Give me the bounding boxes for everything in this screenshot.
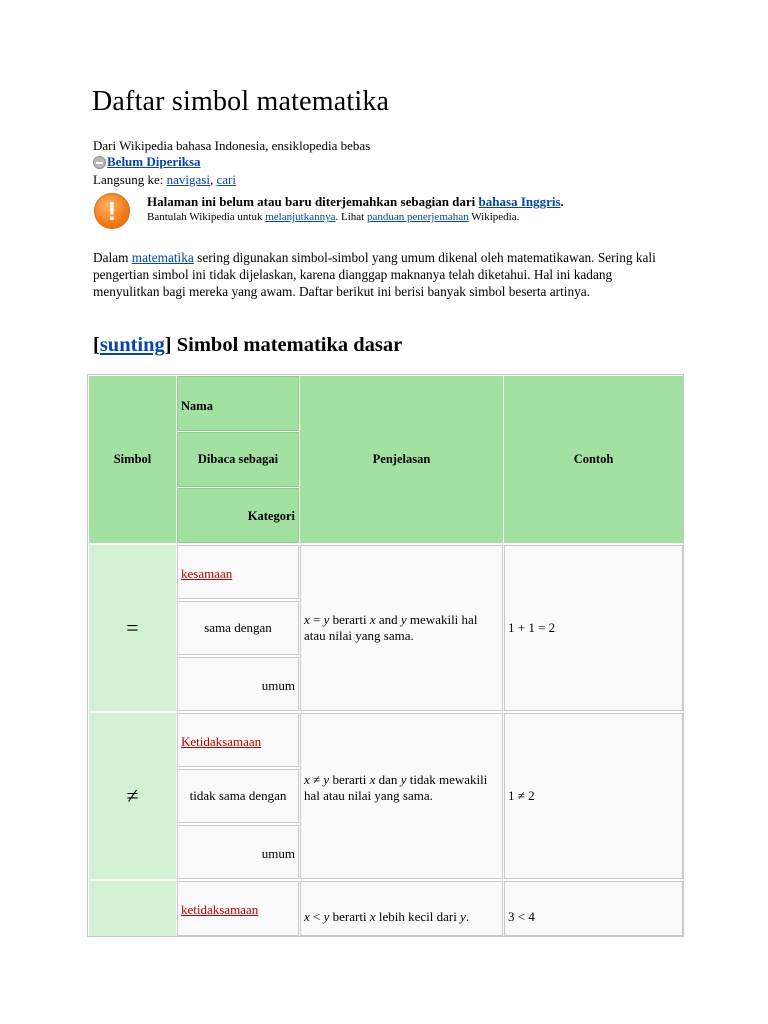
notice-sub-end: Wikipedia. [471,211,520,223]
name-cell [177,545,299,599]
read-as-cell: sama dengan [177,601,299,655]
explanation-text: berarti [329,909,370,924]
symbol-cell: = [89,545,176,711]
explanation-cell [300,881,503,936]
notice-sub-mid: . Lihat [335,211,365,223]
explanation-text: mewakili hal atau nilai yang sama. [304,612,478,643]
operator: < [309,909,324,924]
explanation-cell [300,545,503,711]
continue-translation-link[interactable]: melanjutkannya [265,211,336,223]
var-x: x [304,909,310,924]
source-line: Dari Wikipedia bahasa Indonesia, ensiklopedia bebas [93,138,371,153]
var-x: x [369,612,376,627]
var-y: y [323,612,330,627]
review-status [93,153,201,171]
header-read-as: Dibaca sebagai [177,432,299,487]
translation-guide-link[interactable]: panduan penerjemahan [366,211,469,223]
explanation-text: tidak mewakili hal atau nilai yang sama. [304,772,488,803]
explanation-text: berarti [329,772,370,787]
explanation-text: lebih kecil dari [375,909,461,924]
edit-section-link[interactable]: sunting [99,334,165,356]
jump-links [93,172,236,188]
example-cell: 1 + 1 = 2 [504,545,683,711]
category-cell: umum [177,825,299,879]
header-example: Contoh [504,376,683,543]
symbols-table [87,374,684,937]
notice-text: Halaman ini belum atau baru diterjemahkan sebagian dari [147,194,476,209]
var-x: x [304,772,310,787]
jump-search-link[interactable]: cari [216,172,236,187]
section-title: Simbol matematika dasar [176,334,403,356]
mathematics-link[interactable]: matematika [131,250,194,265]
warning-icon: ! [94,193,130,229]
explanation-text: and [375,612,401,627]
var-y: y [323,909,330,924]
english-link[interactable]: bahasa Inggris [478,194,561,209]
jump-separator: , [209,172,214,187]
var-y: y [460,909,466,924]
review-status-link[interactable]: Belum Diperiksa [107,154,201,169]
explanation-text: dan [375,772,401,787]
edit-bracket-close: ] [164,334,172,356]
category-cell: umum [177,657,299,711]
operator: ≠ [309,772,324,787]
unreviewed-icon [93,156,106,169]
explanation-text: . [465,909,470,924]
jump-navigation-link[interactable]: navigasi [166,172,210,187]
operator: = [309,612,324,627]
explanation-cell [300,713,503,879]
section-heading [93,334,402,357]
example-cell: 3 < 4 [504,881,683,936]
read-as-cell: tidak sama dengan [177,769,299,823]
intro-pre: Dalam [93,250,129,265]
symbol-cell [89,881,176,936]
intro-text: sering digunakan simbol-simbol yang umum dikenal oleh matematikawan. Sering kali pengertian simbol ini tidak dijelaskan, karena dianggap maknanya telah diketahui. Hal ini kadang menyulitkan bagi mereka yang awam. Daftar berikut ini berisi banyak simbol beserta artinya. [93,250,656,299]
explanation-text: berarti [329,612,370,627]
notice-end: . [560,194,564,209]
jump-label: Langsung ke: [93,172,164,187]
notice-sub-pre: Bantulah Wikipedia untuk [147,211,263,223]
page-title: Daftar simbol matematika [92,86,390,117]
name-cell [177,713,299,767]
name-cell [177,881,299,936]
translation-notice [147,194,564,210]
var-y: y [400,772,407,787]
header-name: Nama [177,376,299,431]
header-symbol: Simbol [89,376,176,543]
symbol-cell: ≠ [89,713,176,879]
symbol-name-link[interactable]: Ketidaksamaan [181,734,262,749]
notice-subtext [147,211,519,223]
symbol-name-link[interactable]: kesamaan [181,566,233,581]
edit-bracket-open: [ [93,334,100,356]
var-x: x [304,612,310,627]
symbol-name-link[interactable]: ketidaksamaan [181,902,259,917]
header-category: Kategori [177,488,299,543]
var-y: y [400,612,407,627]
intro-paragraph [93,249,668,300]
example-cell: 1 ≠ 2 [504,713,683,879]
var-x: x [369,909,376,924]
var-x: x [369,772,376,787]
header-explanation: Penjelasan [300,376,503,543]
var-y: y [323,772,330,787]
